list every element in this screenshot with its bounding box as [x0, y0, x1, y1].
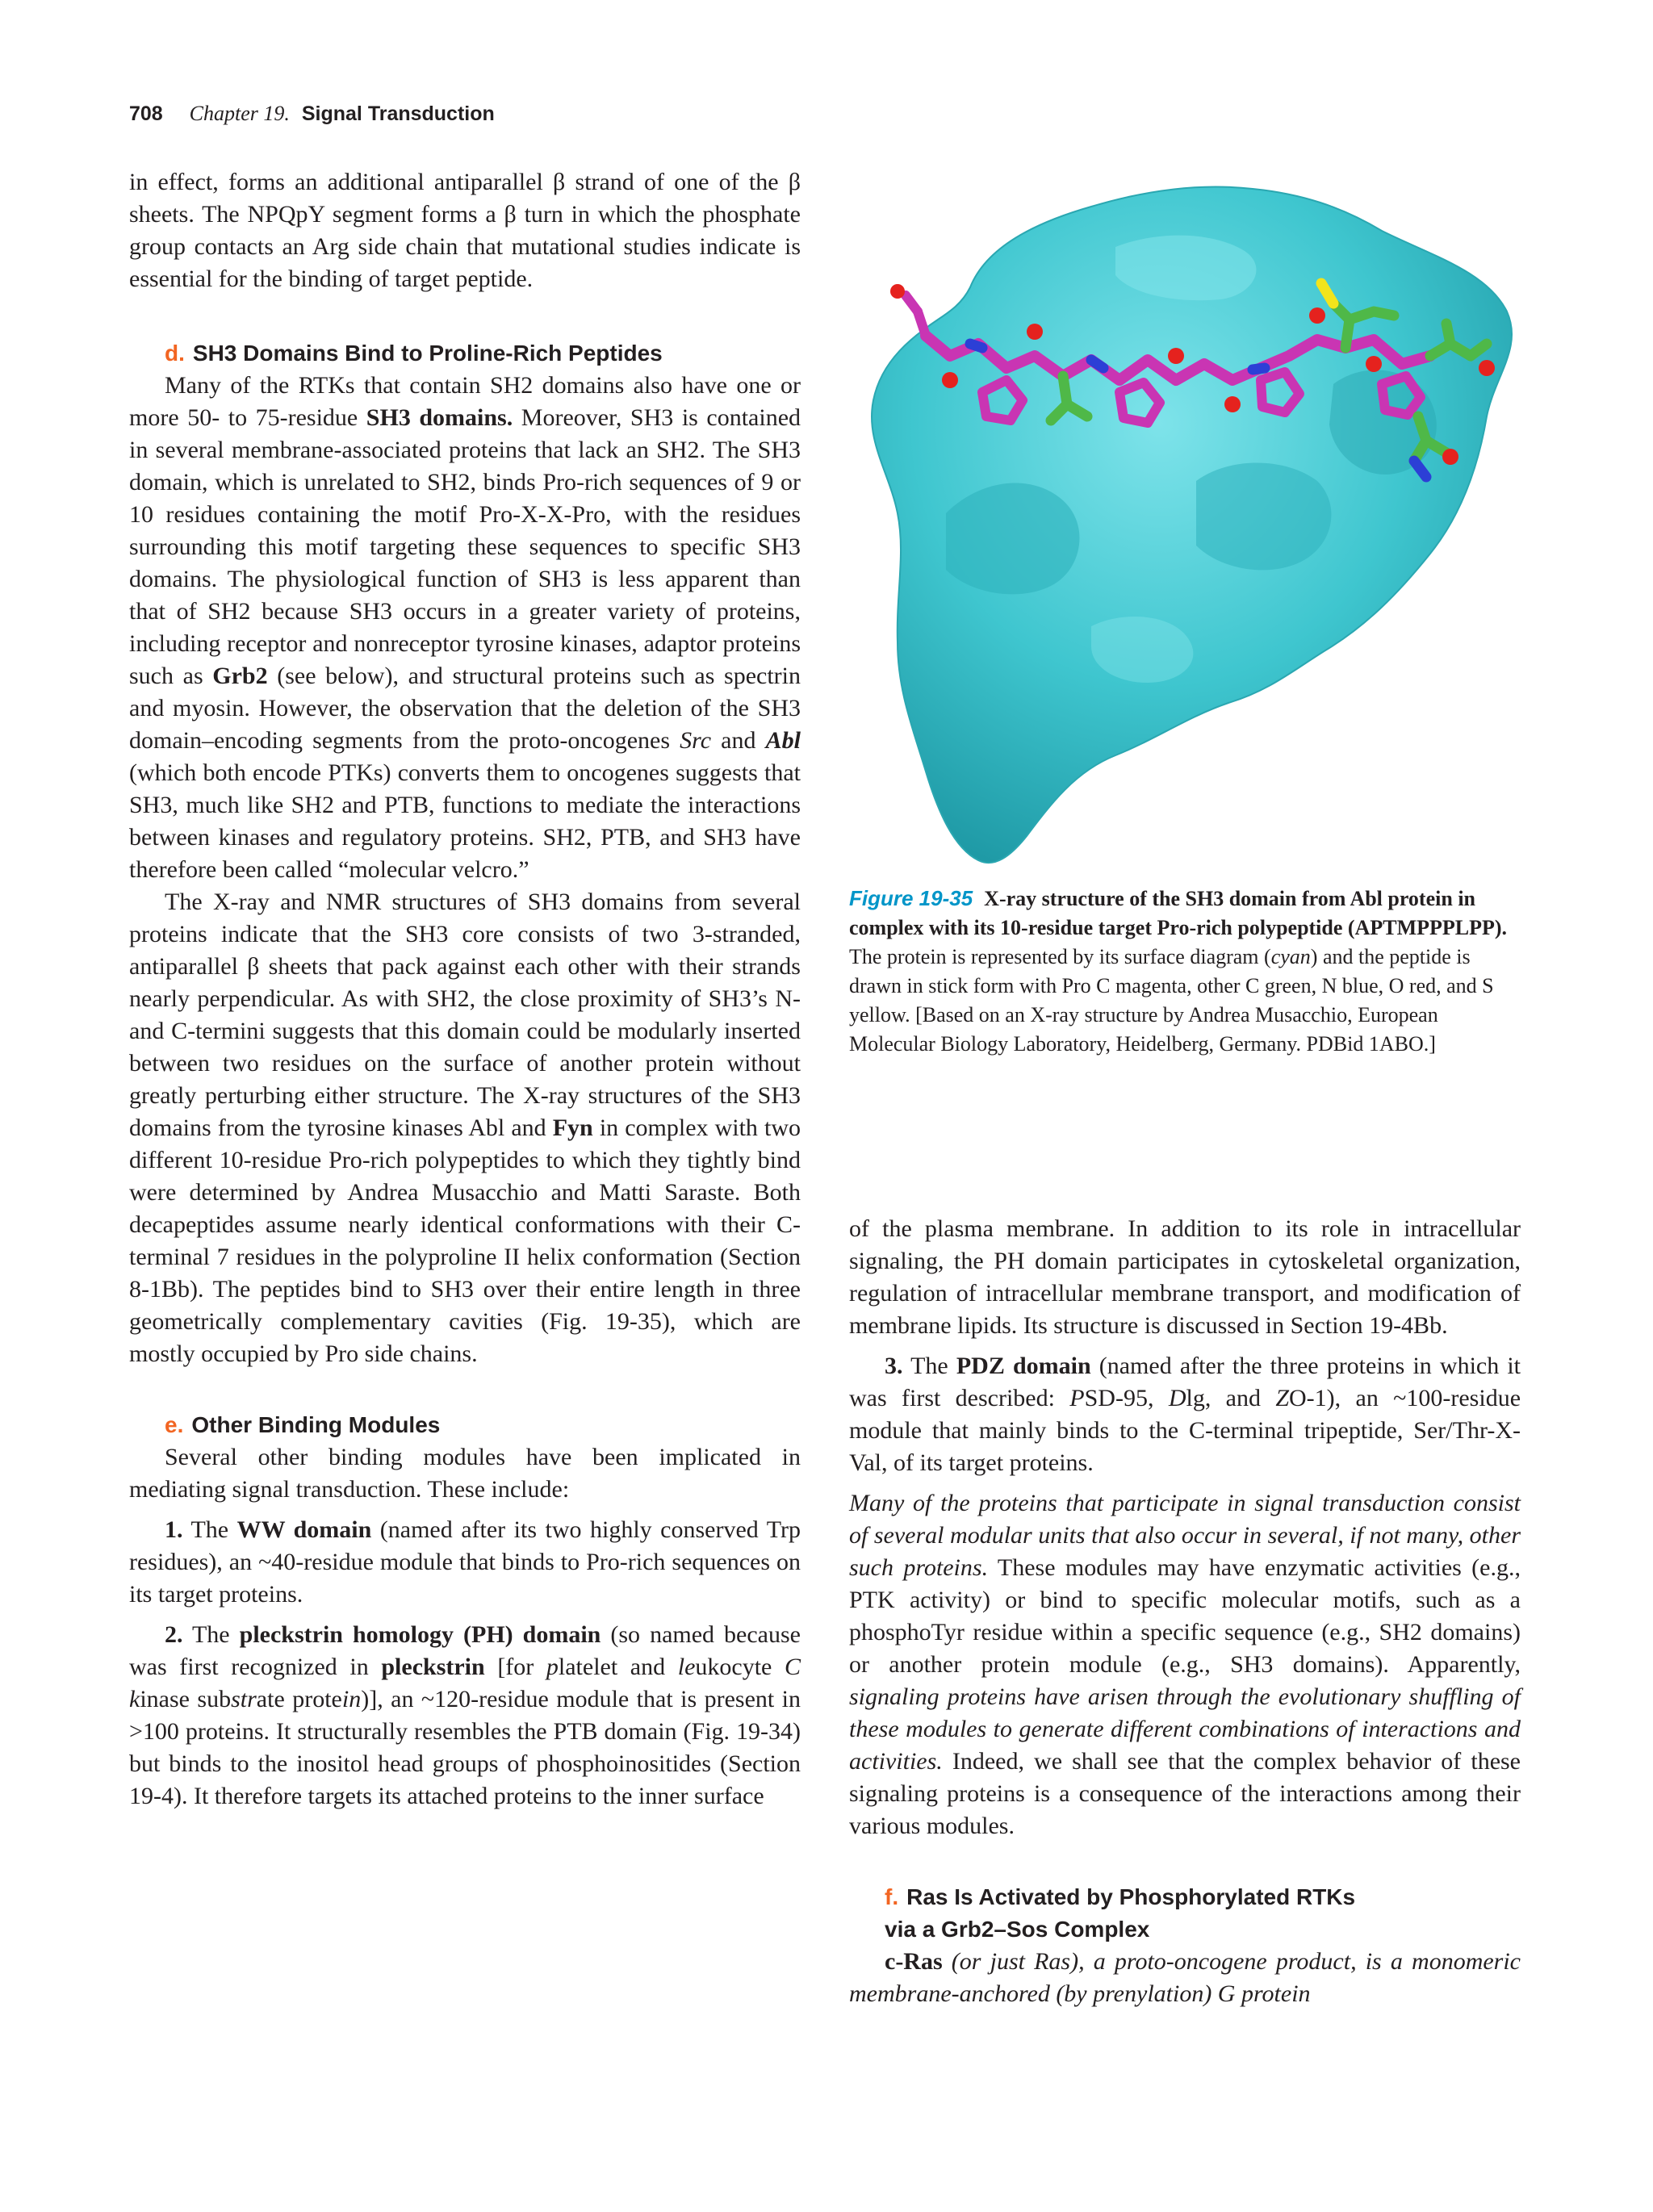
paragraph-other-modules: Several other binding modules have been implicated in mediating signal transduction. These include:	[129, 1444, 801, 1503]
text-run: Moreover, SH3 is contained in several membrane-associated proteins that lack an SH2. The SH3 domain, which is unrelated to SH2, binds Pro-rich sequences of 9 or 10 residues containing the motif Pro-X-X-Pro, with the residues surrounding this motif targeting these sequences to specific SH3 domains. The physiological function of SH3 is less apparent than that of SH2 because SH3 occurs in a greater variety of proteins, including receptor and nonreceptor tyrosine kinases, adaptor proteins such as	[129, 404, 801, 689]
text-run-italic: P	[1069, 1385, 1085, 1411]
section-letter: d.	[165, 341, 185, 366]
text-run: ukocyte	[695, 1654, 785, 1680]
nitrogen-bond	[1253, 368, 1265, 370]
text-run: The	[182, 1621, 240, 1648]
text-run: The X-ray and NMR structures of SH3 domains from several proteins indicate that the SH3 core consists of two 3-stranded, antiparallel β sheets that pack against each other with their strands nearly perpendicular. As with SH2, the close proximity of SH3’s N- and C-termini suggests that this domain could be modularly inserted between two residues on the surface of another protein without greatly perturbing either structure. The X-ray structures of the SH3 domains from the tyrosine kinases Abl and	[129, 889, 801, 1141]
chapter-title: Signal Transduction	[301, 102, 495, 125]
oxygen-atom	[1309, 307, 1325, 324]
text-run-italic: le	[677, 1654, 696, 1680]
text-run: inase sub	[140, 1686, 232, 1712]
text-run: O-1), an ~100-residue module that mainly binds to the C-terminal tripeptide, Ser/Thr-X-Val, of its target proteins.	[849, 1385, 1521, 1476]
oxygen-atom	[1442, 449, 1458, 465]
term-c-ras: c-Ras	[885, 1948, 943, 1975]
text-run: ate prote	[256, 1686, 342, 1712]
right-column	[849, 1213, 1521, 2010]
section-heading-f	[885, 1881, 1521, 1946]
text-run: The	[902, 1353, 956, 1379]
section-title: Other Binding Modules	[191, 1412, 441, 1437]
text-run: and	[711, 727, 766, 754]
text-run-italic: signaling proteins have arisen through the evolutionary shuffling of these modules to generate different combinations of interactions and activities.	[849, 1683, 1521, 1775]
paragraph-intro: in effect, forms an additional antiparallel β strand of one of the β sheets. The NPQpY segment forms a β turn in which the phosphate group contacts an Arg side chain that mutational studies indicate is essential for the binding of target peptide.	[129, 169, 801, 292]
paragraph-modules-summary	[849, 1487, 1521, 1842]
text-run-italic: str	[231, 1686, 257, 1712]
paragraph-sh3-structure	[129, 886, 801, 1370]
list-number: 1.	[165, 1516, 183, 1543]
text-run: (which both encode PTKs) converts them to oncogenes suggests that SH3, much like SH2 and PTB, functions to mediate the interactions between kinases and regulatory proteins. SH2, PTB, and SH3 have therefore been called “molecular velcro.”	[129, 759, 801, 883]
section-title: SH3 Domains Bind to Proline-Rich Peptides	[192, 341, 663, 366]
text-run: The protein is represented by its surface diagram (	[849, 945, 1271, 968]
text-run: SD-95,	[1084, 1385, 1169, 1411]
chapter-label: Chapter 19.	[189, 102, 290, 125]
figure-label: Figure 19-35	[849, 886, 973, 910]
text-run: Many of the RTKs that contain SH2 domains also have one or more 50- to 75-residue	[129, 372, 801, 431]
text-run: )], an ~120-residue module that is present in >100 proteins. It structurally resembles the PTB domain (Fig. 19-34) but binds to the inositol head groups of phosphoinositides (Section 19-4). It therefore targets its attached proteins to the inner surface	[129, 1686, 801, 1809]
side-chain-green	[1430, 344, 1487, 356]
gene-abl: Abl	[765, 727, 801, 754]
text-run: (so named because was first recognized in	[129, 1621, 801, 1680]
term-fyn: Fyn	[552, 1114, 593, 1141]
side-chain-green	[1446, 324, 1450, 344]
section-letter: f.	[885, 1884, 899, 1909]
text-run-italic: Z	[1275, 1385, 1290, 1411]
term-pdz-domain: PDZ domain	[956, 1353, 1091, 1379]
text-run-italic: Many of the proteins that participate in signal transduction consist of several modular units that also occur in several, if not many, other such proteins.	[849, 1490, 1521, 1581]
term-sh3-domains: SH3 domains.	[366, 404, 513, 431]
text-run: These modules may have enzymatic activities (e.g., PTK activity) or bind to specific molecular motifs, such as a phosphoTyr residue within a specific sequence (e.g., SH2 domains) or another protein module (e.g., SH3 domains). Apparently,	[849, 1554, 1521, 1678]
oxygen-atom	[942, 372, 958, 388]
paragraph-pdz-domain	[849, 1350, 1521, 1479]
oxygen-atom	[1168, 348, 1184, 364]
paragraph-ph-continued: of the plasma membrane. In addition to its role in intracellular signaling, the PH domain participates in cytoskeletal organization, regulation of intracellular membrane transport, and modification of membrane lipids. Its structure is discussed in Section 19-4Bb.	[849, 1215, 1521, 1339]
section-heading-e	[165, 1409, 801, 1441]
paragraph-sh3-intro	[129, 370, 801, 886]
figure-sh3-structure	[849, 174, 1519, 876]
oxygen-atom	[1224, 396, 1241, 412]
figure-caption	[849, 884, 1519, 1059]
paragraph-ww-domain	[129, 1514, 801, 1611]
text-run: (see below), and structural proteins such as spectrin and myosin. However, the observation that the deletion of the SH3 domain–encoding segments from the proto-oncogenes	[129, 663, 801, 754]
nitrogen-bond	[970, 344, 982, 348]
text-run-italic: C k	[129, 1654, 801, 1712]
sh3-surface-illustration	[849, 174, 1519, 876]
section-title-line1: Ras Is Activated by Phosphorylated RTKs	[906, 1884, 1356, 1909]
text-run-italic: in	[341, 1686, 362, 1712]
running-header	[129, 102, 495, 134]
oxygen-atom	[890, 284, 905, 299]
list-number: 3.	[885, 1353, 903, 1379]
nitrogen-bond	[1091, 360, 1103, 368]
term-pleckstrin: pleckstrin	[381, 1654, 485, 1680]
section-title-line2: via a Grb2–Sos Complex	[885, 1917, 1150, 1942]
text-run: Indeed, we shall see that the complex behavior of these signaling proteins is a consequence of the interactions among their various modules.	[849, 1748, 1521, 1839]
list-number: 2.	[165, 1621, 183, 1648]
text-run: lg, and	[1186, 1385, 1276, 1411]
text-run: latelet and	[558, 1654, 678, 1680]
term-ph-domain: pleckstrin homology (PH) domain	[239, 1621, 601, 1648]
text-run: [for	[484, 1654, 546, 1680]
text-run: ) and the peptide is drawn in stick form with Pro C magenta, other C green, N blue, O red, and S yellow. [Based on an X-ray structure by Andrea Musacchio, European Molecular Biology Laboratory, Heidelberg, Germany. PDBid 1ABO.]	[849, 945, 1494, 1056]
text-run-italic: D	[1168, 1385, 1186, 1411]
page-number: 708	[129, 102, 163, 125]
term-grb2: Grb2	[212, 663, 268, 689]
surface-cavity	[1196, 463, 1331, 571]
section-letter: e.	[165, 1412, 184, 1437]
left-column	[129, 166, 801, 1813]
text-run-italic: (or just Ras), a proto-oncogene product, is a monomeric membrane-anchored (by prenylation) G protein	[849, 1948, 1521, 2007]
term-ww-domain: WW domain	[236, 1516, 372, 1543]
side-chain	[906, 295, 918, 312]
text-run-italic: p	[546, 1654, 559, 1680]
text-run: (named after the three proteins in which it was first described:	[849, 1353, 1521, 1411]
section-heading-d	[165, 337, 801, 370]
text-run: (named after its two highly conserved Trp residues), an ~40-residue module that binds to Pro-rich sequences on its target proteins.	[129, 1516, 801, 1608]
oxygen-atom	[1027, 324, 1043, 340]
gene-src: Src	[680, 727, 712, 754]
text-run-italic: cyan	[1270, 945, 1311, 968]
oxygen-atom	[1366, 356, 1382, 372]
figure-title: X-ray structure of the SH3 domain from Abl protein in complex with its 10-residue target Pro-rich polypeptide (APTMPPPLPP).	[849, 887, 1508, 939]
text-run: The	[182, 1516, 237, 1543]
surface-cavity	[946, 483, 1079, 595]
paragraph-ph-domain	[129, 1619, 801, 1813]
paragraph-ras	[849, 1946, 1521, 2010]
oxygen-atom	[1479, 360, 1495, 376]
text-run: in complex with two different 10-residue Pro-rich polypeptides to which they tightly bind were determined by Andrea Musacchio and Matti Saraste. Both decapeptides assume nearly identical conformations with their C-terminal 7 residues in the polyproline II helix conformation (Section 8-1Bb). The peptides bind to SH3 over their entire length in three geometrically complementary cavities (Fig. 19-35), which are mostly occupied by Pro side chains.	[129, 1114, 801, 1367]
